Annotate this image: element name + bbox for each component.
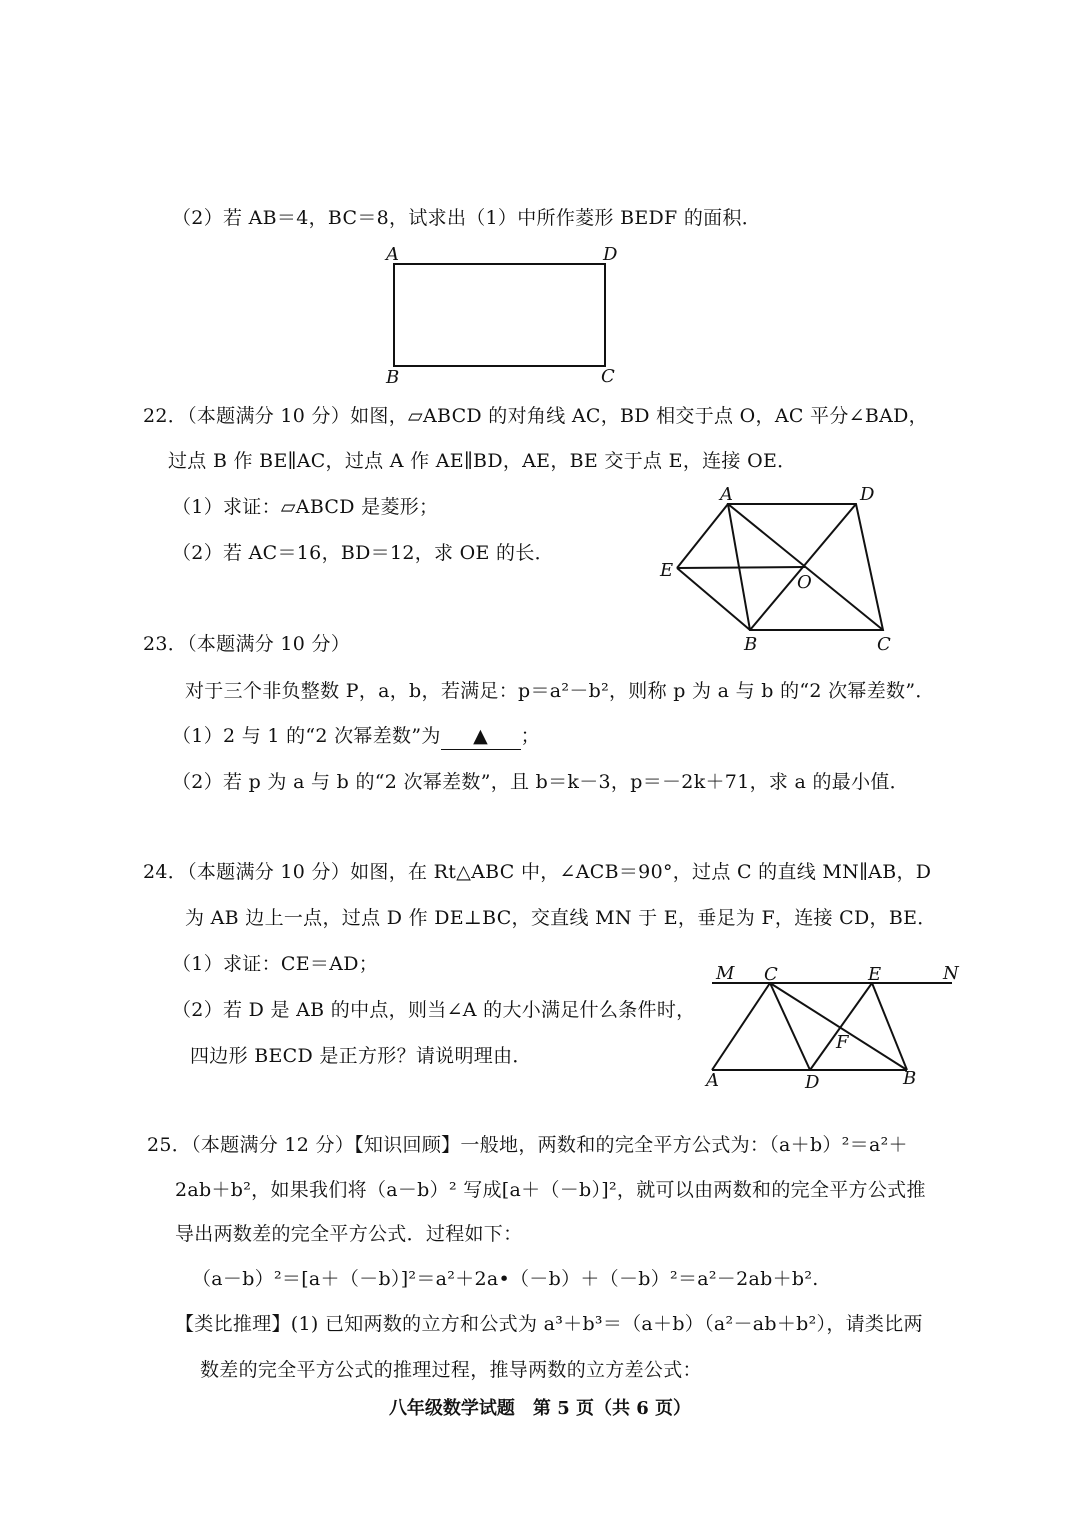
q24-label-d: D	[805, 1072, 820, 1093]
q25-line4: （a－b）²＝[a＋（－b）]²＝a²＋2a•（－b）＋（－b）²＝a²－2ab＋b².	[192, 1268, 819, 1290]
q25-line5: 【类比推理】(1) 已知两数的立方和公式为 a³＋b³＝（a＋b）（a²－ab＋b²），请类比两	[175, 1313, 923, 1335]
q21-rectangle-figure	[370, 240, 630, 390]
q23-part1	[172, 723, 540, 750]
q23-part1-suffix: ；	[520, 725, 540, 747]
q22-label-e: E	[660, 560, 674, 581]
q22-label-c: C	[877, 634, 891, 655]
q24-label-a: A	[706, 1070, 719, 1091]
q21-part2: （2）若 AB＝4，BC＝8，试求出（1）中所作菱形 BEDF 的面积．	[172, 207, 762, 229]
q24-label-b: B	[903, 1068, 917, 1089]
q22-part1: （1）求证：▱ABCD 是菱形；	[172, 496, 439, 518]
q21-label-d: D	[603, 244, 618, 265]
q21-label-a: A	[386, 244, 399, 265]
q25-line1: 25．（本题满分 12 分）【知识回顾】一般地，两数和的完全平方公式为：（a＋b）²＝a²＋	[147, 1134, 908, 1156]
q25-line2: 2ab＋b²，如果我们将（a－b）² 写成[a＋（－b）]²，就可以由两数和的完全平方公式推	[175, 1179, 926, 1201]
q24-line1: 24．（本题满分 10 分）如图，在 Rt△ABC 中，∠ACB＝90°，过点 C 的直线 MN∥AB，D	[143, 861, 932, 883]
q23-part2: （2）若 p 为 a 与 b 的“2 次幂差数”，且 b＝k－3，p＝－2k＋71，求 a 的最小值．	[172, 771, 909, 793]
q22-line1: 22．（本题满分 10 分）如图，▱ABCD 的对角线 AC，BD 相交于点 O，AC 平分∠BAD，	[143, 405, 928, 427]
q24-line2: 为 AB 边上一点，过点 D 作 DE⊥BC，交直线 MN 于 E，垂足为 F，连接 CD，BE．	[185, 907, 937, 929]
q23-intro: 对于三个非负整数 P，a，b，若满足：p＝a²－b²，则称 p 为 a 与 b 的“2 次幂差数”．	[185, 680, 935, 702]
q24-label-e: E	[868, 964, 882, 985]
q22-label-o: O	[797, 572, 812, 593]
q24-part2b: 四边形 BECD 是正方形？请说明理由．	[190, 1045, 532, 1067]
q24-part1: （1）求证：CE＝AD；	[172, 953, 379, 975]
q21-label-c: C	[601, 366, 615, 387]
q22-label-d: D	[860, 484, 875, 505]
q25-line6: 数差的完全平方公式的推理过程，推导两数的立方差公式：	[200, 1359, 702, 1381]
q24-label-c: C	[764, 964, 778, 985]
q24-triangle-figure	[700, 960, 970, 1095]
q24-label-n: N	[943, 963, 959, 984]
q25-line3: 导出两数差的完全平方公式．过程如下：	[175, 1223, 523, 1245]
q22-label-b: B	[744, 634, 758, 655]
q22-rhombus-figure	[650, 480, 910, 660]
page-footer: 八年级数学试题 第 5 页（共 6 页）	[388, 1398, 692, 1419]
q24-part2a: （2）若 D 是 AB 的中点，则当∠A 的大小满足什么条件时，	[172, 999, 696, 1021]
q23-header: 23．（本题满分 10 分）	[143, 633, 351, 655]
q22-line2: 过点 B 作 BE∥AC，过点 A 作 AE∥BD，AE，BE 交于点 E，连接 OE．	[168, 450, 797, 472]
q24-label-f: F	[836, 1032, 849, 1053]
q24-label-m: M	[716, 963, 735, 984]
q23-part1-prefix: （1）2 与 1 的“2 次幂差数”为	[172, 725, 441, 747]
q22-label-a: A	[720, 484, 733, 505]
q22-part2: （2）若 AC＝16，BD＝12，求 OE 的长．	[172, 542, 554, 564]
q23-answer-blank: ▲	[441, 723, 521, 750]
q21-label-b: B	[386, 367, 400, 388]
